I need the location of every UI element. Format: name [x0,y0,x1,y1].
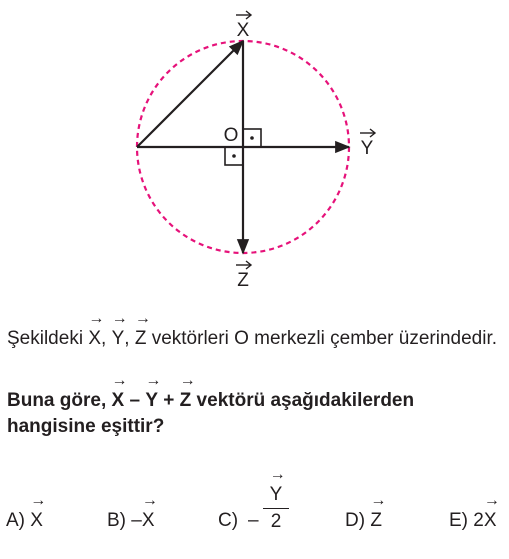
option-a-value: → X [30,508,43,534]
option-a[interactable] [6,508,43,534]
question-rest: vektörü aşağıdakilerden hangisine eşittir? [7,390,415,437]
option-b-prefix: – [131,510,142,531]
option-e-label: E) [449,510,474,531]
option-b-label: B) [107,510,132,531]
option-c-fraction [261,482,291,535]
stem-vector-z: → Z [135,326,147,352]
question-prompt [7,388,503,440]
option-c[interactable] [218,484,283,534]
option-e-value: → X [484,508,497,534]
stem-prefix: Şekildeki [7,328,89,349]
question-vector-x: → X [112,388,125,414]
option-b[interactable] [107,508,155,534]
label-z [236,261,251,291]
option-c-label: C) [218,510,239,531]
stem-vector-x: → X [88,326,101,352]
option-e-prefix: 2 [473,510,484,531]
label-y [360,129,375,159]
option-c-prefix: – [248,510,259,531]
stem-rest: vektörleri O merkezli çember üzerindedir. [146,328,498,349]
option-d[interactable] [345,508,382,534]
option-d-label: D) [345,510,371,531]
option-c-denominator: 2 [270,511,282,532]
question-prefix: Buna göre, [7,390,112,411]
question-operator: + [158,390,180,411]
option-a-label: A) [6,510,31,531]
stem-vector-y: → Y [112,326,125,352]
stem-separator: , [101,328,112,349]
option-c-numerator: → Y [270,482,283,508]
svg-text:X: X [236,20,250,41]
question-vector-y: → Y [145,388,158,414]
center-label: O [223,125,239,146]
question-vector-z: → Z [180,388,192,414]
question-operator: – [124,390,146,411]
option-d-value: → Z [370,508,382,534]
option-e[interactable] [449,508,497,534]
svg-text:Y: Y [360,138,374,159]
label-x [236,11,251,41]
right-angle-dot-upper [250,136,254,140]
question-stem [7,326,503,352]
right-angle-dot-lower [232,154,236,158]
option-b-value: → X [142,508,155,534]
stem-separator: , [124,328,135,349]
svg-text:Z: Z [237,270,249,291]
